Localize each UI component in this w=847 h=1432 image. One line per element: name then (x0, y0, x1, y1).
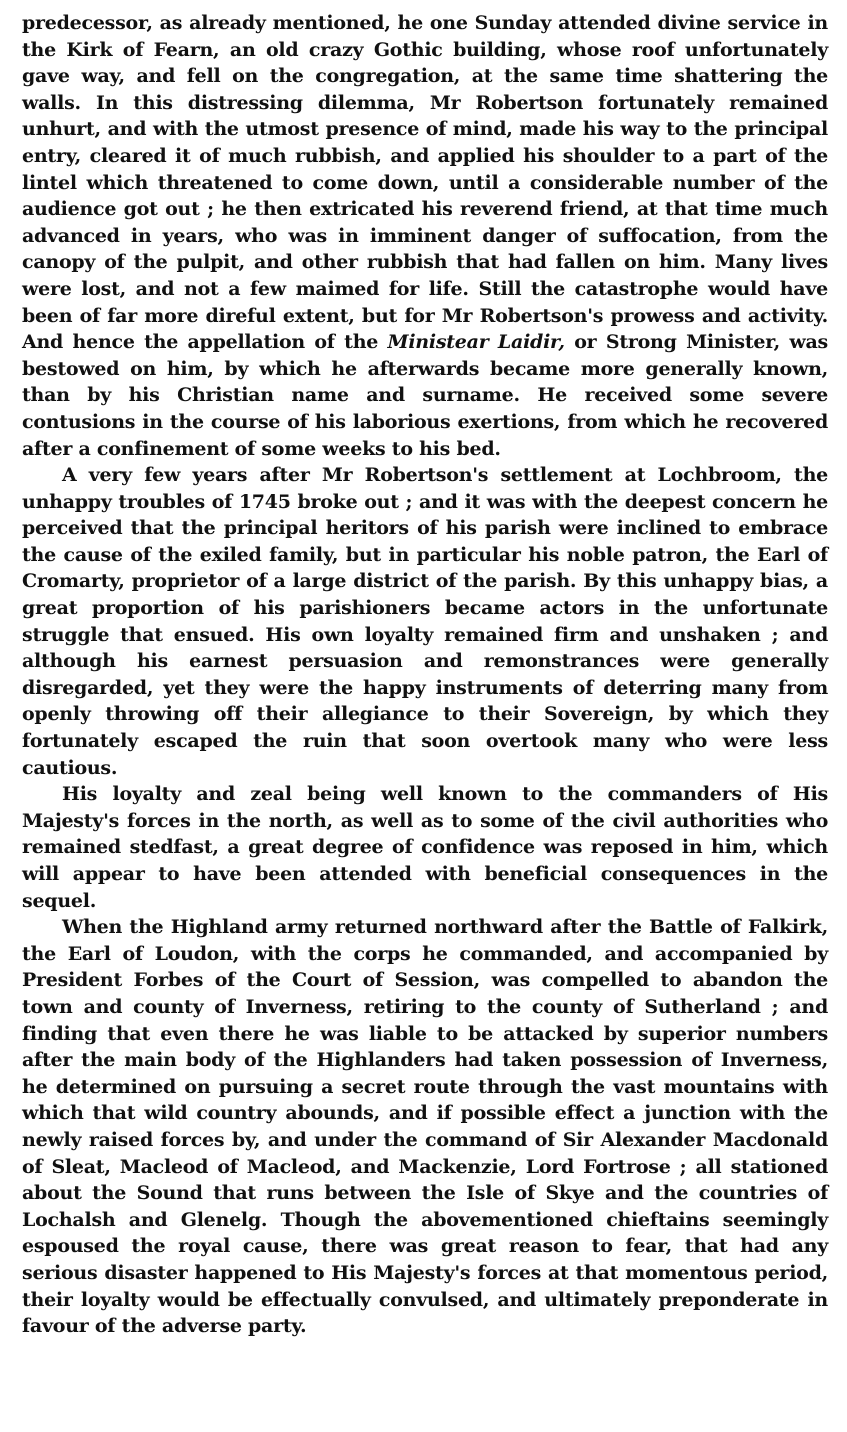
paragraph-1-text-b: or Strong Minister, was bestowed on him, by which he afterwards became more generally known, than by his Christian name and surname. He received some severe contusions in the course of his laborious exertions, from which he recovered after a confinement of some weeks to his bed. (22, 331, 828, 460)
ministear-laidir-italic: Ministear Laidir, (387, 331, 565, 354)
paragraph-2: A very few years after Mr Robertson's settlement at Lochbroom, the unhappy troubles of 1745 broke out ; and it was with the deepest concern he perceived that the principal heritors of his parish were inclined to embrace the cause of the exiled family, but in particular his noble patron, the Earl of Cromarty, proprietor of a large district of the parish. By this unhappy bias, a great proportion of his parishioners became actors in the unfortunate struggle that ensued. His own loyalty remained firm and unshaken ; and although his earnest persuasion and remonstrances were generally disregarded, yet they were the happy instruments of deterring many from openly throwing off their allegiance to their Sovereign, by which they fortunately escaped the ruin that soon overtook many who were less cautious. (22, 464, 828, 779)
paragraph-1 (22, 10, 828, 462)
paragraph-1-text-a: predecessor, as already mentioned, he one Sunday attended divine service in the Kirk of Fearn, an old crazy Gothic building, whose roof unfortunately gave way, and fell on the congregation, at the same time shattering the walls. In this distressing dilemma, Mr Robertson fortunately remained unhurt, and with the utmost presence of mind, made his way to the principal entry, cleared it of much rubbish, and applied his shoulder to a part of the lintel which threatened to come down, until a considerable number of the audience got out ; he then extricated his reverend friend, at that time much advanced in years, who was in imminent danger of suffocation, from the canopy of the pulpit, and other rubbish that had fallen on him. Many lives were lost, and not a few maimed for life. Still the catastrophe would have been of far more direful extent, but for Mr Robertson's prowess and activity. And hence the appellation of the (22, 12, 828, 354)
document-page (22, 10, 828, 1340)
paragraph-3: His loyalty and zeal being well known to the commanders of His Majesty's forces in the north, as well as to some of the civil authorities who remained stedfast, a great degree of confidence was reposed in him, which will appear to have been attended with beneficial consequences in the sequel. (22, 783, 828, 912)
paragraph-4: When the Highland army returned northward after the Battle of Falkirk, the Earl of Loudon, with the corps he commanded, and accompanied by President Forbes of the Court of Session, was compelled to abandon the town and county of Inverness, retiring to the county of Sutherland ; and finding that even there he was liable to be attacked by superior numbers after the main body of the Highlanders had taken possession of Inverness, he determined on pursuing a secret route through the vast mountains with which that wild country abounds, and if possible effect a junction with the newly raised forces by, and under the command of Sir Alexander Macdonald of Sleat, Macleod of Macleod, and Mackenzie, Lord Fortrose ; all stationed about the Sound that runs between the Isle of Skye and the countries of Lochalsh and Glenelg. Though the abovementioned chieftains seemingly espoused the royal cause, there was great reason to fear, that had any serious disaster happened to His Majesty's forces at that momentous period, their loyalty would be effectually convulsed, and ultimately preponderate in favour of the adverse party. (22, 916, 828, 1338)
